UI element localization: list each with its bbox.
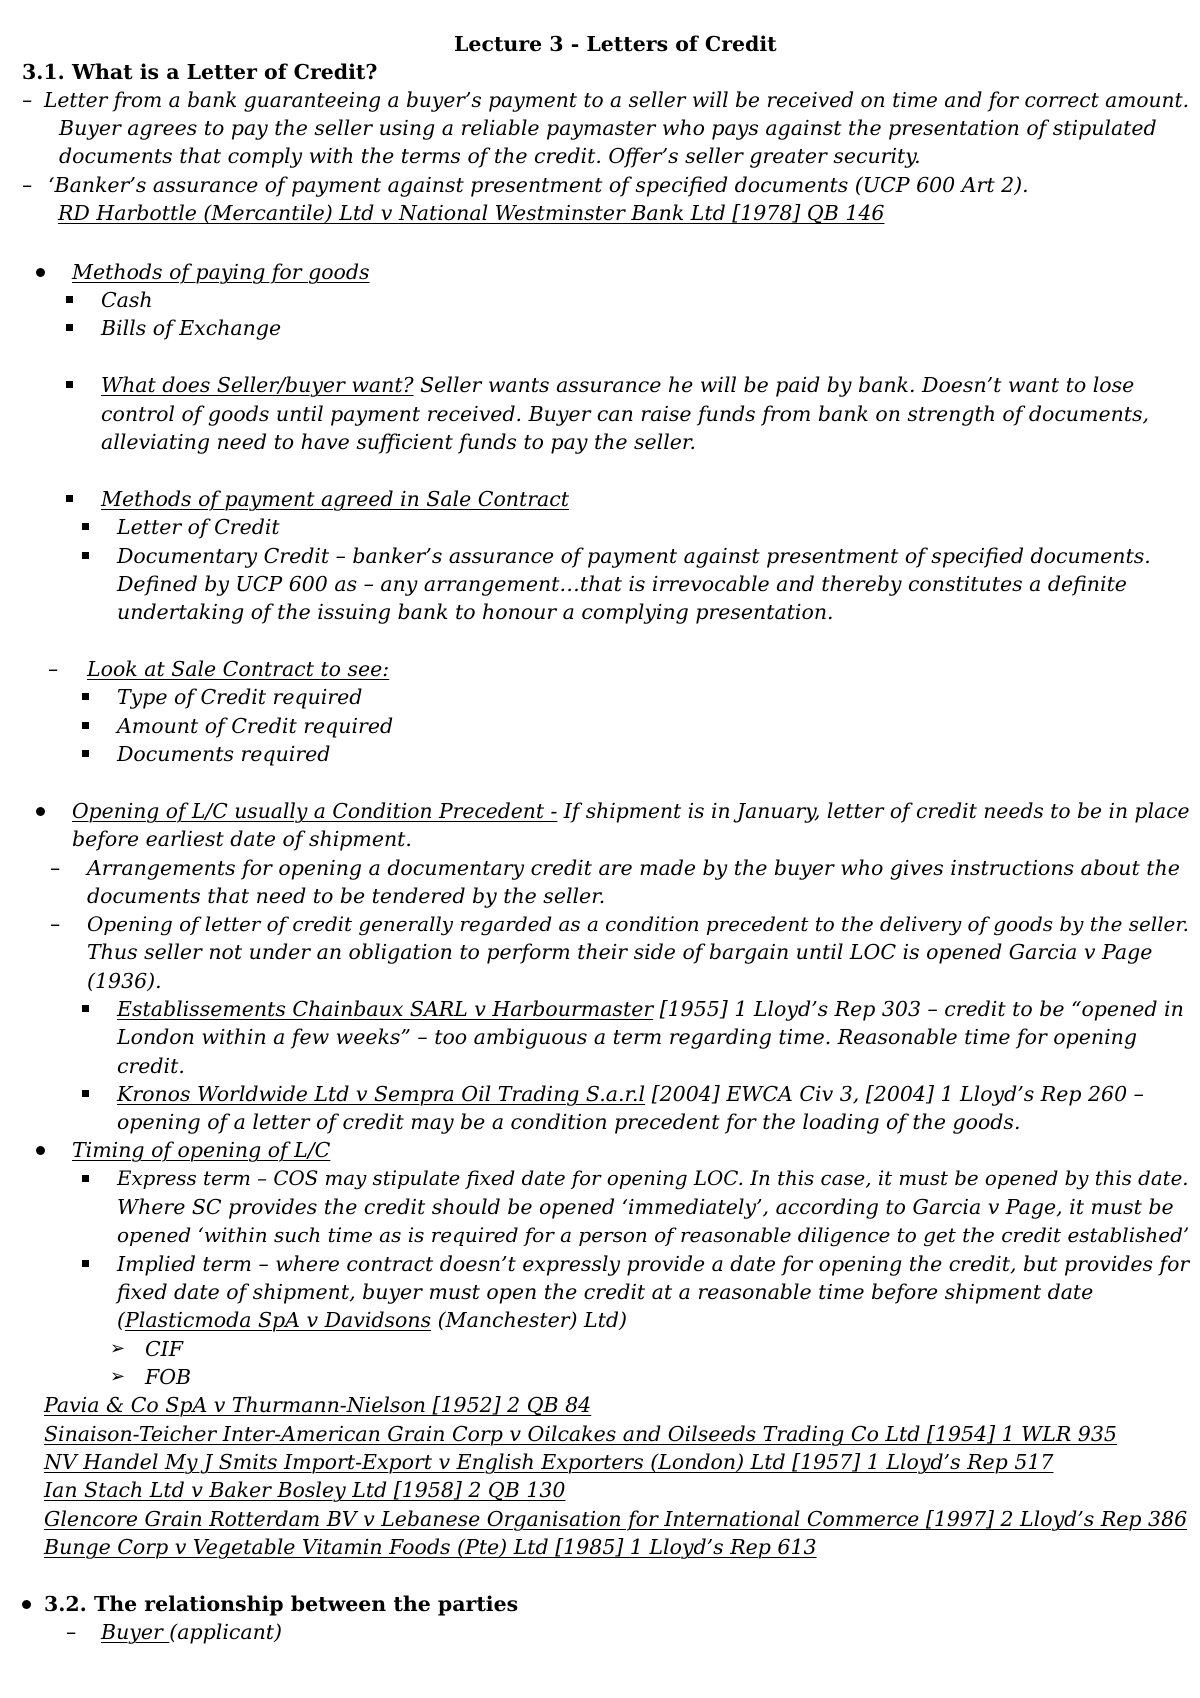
section-heading-3-1: 3.1. What is a Letter of Credit? bbox=[22, 60, 378, 84]
want-text: Seller wants assurance he will be paid by bank. Doesn’t want to lose bbox=[413, 373, 1135, 397]
bullet-dot bbox=[36, 268, 45, 277]
opening-heading: Opening of L/C usually a Condition Precedent - bbox=[72, 799, 558, 823]
dash-marker: – bbox=[50, 856, 61, 880]
case-line: London within a few weeks” – too ambiguous a term regarding time. Reasonable time for opening bbox=[117, 1025, 1137, 1049]
case-name: Kronos Worldwide Ltd v Sempra Oil Trading S.a.r.l bbox=[117, 1082, 646, 1106]
definition-line: Buyer agrees to pay the seller using a reliable paymaster who pays against the presentation of stipulated bbox=[59, 116, 1157, 140]
list-item: Documents required bbox=[117, 742, 331, 766]
bullet-square bbox=[66, 381, 73, 388]
opening-dash-line: Thus seller not under an obligation to perform their side of bargain until LOC is opened Garcia v Page bbox=[87, 940, 1153, 964]
bullet-square bbox=[82, 523, 89, 530]
bullet-square bbox=[82, 1175, 89, 1182]
case-line: credit. bbox=[117, 1054, 185, 1078]
case-text: [2004] EWCA Civ 3, [2004] 1 Lloyd’s Rep 260 – bbox=[645, 1082, 1144, 1106]
timing-heading: Timing of opening of L/C bbox=[72, 1138, 331, 1162]
bullet-square bbox=[66, 495, 73, 502]
bullet-dot bbox=[36, 1146, 45, 1155]
want-line: control of goods until payment received. Buyer can raise funds from bank on strength of documents, bbox=[101, 402, 1150, 426]
list-item: CIF bbox=[145, 1337, 184, 1361]
case-citation: Pavia & Co SpA v Thurmann-Nielson [1952] 2 QB 84 bbox=[44, 1393, 592, 1417]
want-line bbox=[101, 371, 1134, 399]
opening-dash-line: documents that need to be tendered by the seller. bbox=[87, 884, 606, 908]
case-line bbox=[117, 1080, 1144, 1108]
dash-marker: – bbox=[22, 88, 33, 112]
list-item: Amount of Credit required bbox=[117, 714, 394, 738]
timing-line: Express term – COS may stipulate fixed date for opening LOC. In this case, it must be opened by this date. bbox=[117, 1167, 1189, 1190]
case-text: (Manchester) Ltd) bbox=[431, 1308, 628, 1332]
case-citation: Sinaison-Teicher Inter-American Grain Corp v Oilcakes and Oilseeds Trading Co Ltd [1954] 1 WLR 935 bbox=[44, 1422, 1117, 1446]
bullet-square bbox=[82, 750, 89, 757]
dash-marker: – bbox=[48, 657, 59, 681]
opening-dash-line: Arrangements for opening a documentary credit are made by the buyer who gives instructions about the bbox=[87, 856, 1180, 880]
opening-text: If shipment is in January, letter of credit needs to be in place bbox=[557, 799, 1190, 823]
definition-line: documents that comply with the terms of the credit. Offer’s seller greater security. bbox=[59, 144, 921, 168]
arrow-bullet-icon: ➢ bbox=[110, 1338, 126, 1359]
case-citation: Bunge Corp v Vegetable Vitamin Foods (Pte) Ltd [1985] 1 Lloyd’s Rep 613 bbox=[44, 1535, 817, 1559]
timing-line: opened ‘within such time as is required for a person of reasonable diligence to get the credit established’ bbox=[117, 1223, 1190, 1247]
page-title: Lecture 3 - Letters of Credit bbox=[454, 32, 777, 56]
bullet-square bbox=[82, 722, 89, 729]
bullet-square bbox=[66, 324, 73, 331]
bullet-square bbox=[82, 1260, 89, 1267]
want-line: alleviating need to have sufficient funds to pay the seller. bbox=[101, 430, 696, 454]
doc-credit-line: undertaking of the issuing bank to honour a complying presentation. bbox=[117, 600, 834, 624]
bullet-square bbox=[82, 1005, 89, 1012]
doc-credit-line: Defined by UCP 600 as – any arrangement…that is irrevocable and thereby constitutes a definite bbox=[117, 572, 1127, 596]
timing-line: Implied term – where contract doesn’t expressly provide a date for opening the credit, but provides for bbox=[117, 1252, 1190, 1276]
list-item: Bills of Exchange bbox=[101, 316, 282, 340]
case-name: Establissements Chainbaux SARL v Harbourmaster bbox=[117, 997, 654, 1021]
case-citation: Glencore Grain Rotterdam BV v Lebanese Organisation for International Commerce [1997] 2 Lloyd’s Rep 386 bbox=[44, 1507, 1188, 1531]
bullet-square bbox=[82, 552, 89, 559]
opening-dash-line: Opening of letter of credit generally regarded as a condition precedent to the delivery of goods by the seller. bbox=[87, 912, 1189, 936]
case-line: opening of a letter of credit may be a condition precedent for the loading of the goods. bbox=[117, 1110, 1021, 1134]
timing-line bbox=[117, 1306, 627, 1334]
look-heading: Look at Sale Contract to see: bbox=[87, 657, 390, 681]
definition-line: Letter from a bank guaranteeing a buyer’s payment to a seller will be received on time and for correct amount. bbox=[44, 88, 1190, 112]
want-heading: What does Seller/buyer want? bbox=[101, 373, 414, 397]
case-citation: Ian Stach Ltd v Baker Bosley Ltd [1958] 2 QB 130 bbox=[44, 1478, 566, 1502]
arrow-bullet-icon: ➢ bbox=[110, 1366, 126, 1387]
opening-dash-line: (1936). bbox=[87, 969, 162, 993]
dash-marker: – bbox=[66, 1620, 77, 1644]
opening-line bbox=[72, 797, 1189, 825]
case-citation: RD Harbottle (Mercantile) Ltd v National Westminster Bank Ltd [1978] QB 146 bbox=[58, 201, 885, 225]
list-item: Type of Credit required bbox=[117, 685, 363, 709]
timing-line: fixed date of shipment, buyer must open the credit at a reasonable time before shipment date bbox=[117, 1280, 1094, 1304]
definition-line: ‘Banker’s assurance of payment against presentment of specified documents (UCP 600 Art 2). bbox=[48, 173, 1029, 197]
bullet-square bbox=[82, 693, 89, 700]
bullet-square bbox=[66, 296, 73, 303]
party-name: Buyer bbox=[101, 1620, 170, 1644]
case-text: [1955] 1 Lloyd’s Rep 303 – credit to be “opened in bbox=[653, 997, 1184, 1021]
methods-heading: Methods of paying for goods bbox=[72, 260, 370, 284]
timing-line: Where SC provides the credit should be opened ‘immediately’, according to Garcia v Page, it must be bbox=[117, 1195, 1174, 1219]
bullet-dot bbox=[36, 807, 45, 816]
party-line bbox=[101, 1618, 282, 1646]
bullet-square bbox=[82, 1090, 89, 1097]
party-role: (applicant) bbox=[169, 1620, 283, 1644]
list-item: FOB bbox=[145, 1365, 192, 1389]
paren: ( bbox=[117, 1308, 125, 1332]
section-heading-3-2: 3.2. The relationship between the parties bbox=[44, 1592, 519, 1616]
agreed-heading: Methods of payment agreed in Sale Contract bbox=[101, 487, 569, 511]
case-line bbox=[117, 995, 1184, 1023]
case-name: Plasticmoda SpA v Davidsons bbox=[125, 1308, 432, 1332]
list-item: Letter of Credit bbox=[117, 515, 280, 539]
list-item: Cash bbox=[101, 288, 153, 312]
bullet-dot bbox=[22, 1600, 31, 1609]
dash-marker: – bbox=[50, 912, 61, 936]
case-citation: NV Handel My J Smits Import-Export v English Exporters (London) Ltd [1957] 1 Lloyd’s Rep 517 bbox=[44, 1450, 1054, 1474]
dash-marker: – bbox=[22, 173, 33, 197]
opening-line: before earliest date of shipment. bbox=[72, 827, 412, 851]
doc-credit-line: Documentary Credit – banker’s assurance of payment against presentment of specified documents. bbox=[117, 544, 1151, 568]
